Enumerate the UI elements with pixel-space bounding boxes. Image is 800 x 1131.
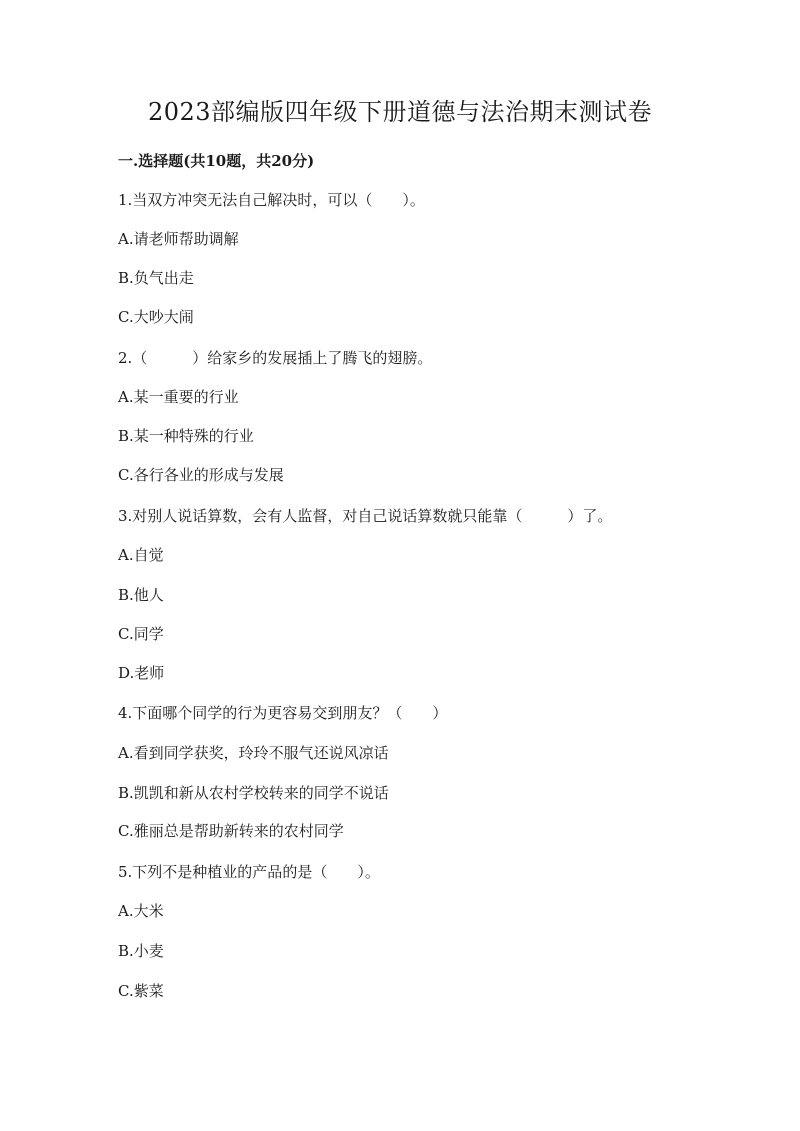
question-option: B.某一种特殊的行业 [118, 427, 254, 445]
question-option: B.负气出走 [118, 269, 194, 287]
question-option: C.雅丽总是帮助新转来的农村同学 [118, 822, 344, 840]
question-stem: 2.（ ）给家乡的发展插上了腾飞的翅膀。 [118, 349, 433, 367]
question-stem: 1.当双方冲突无法自己解决时，可以（ ）。 [118, 191, 425, 209]
section-header: 一.选择题(共10题，共20分) [118, 152, 315, 170]
question-option: A.某一重要的行业 [118, 388, 239, 406]
page-title: 2023部编版四年级下册道德与法治期末测试卷 [147, 98, 653, 126]
question-option: C.同学 [118, 625, 164, 643]
question-option: C.大吵大闹 [118, 308, 194, 326]
question-option: C.各行各业的形成与发展 [118, 466, 284, 484]
question-option: A.看到同学获奖，玲玲不服气还说风凉话 [118, 744, 389, 762]
question-stem: 4.下面哪个同学的行为更容易交到朋友？（ ） [118, 704, 448, 722]
question-option: A.自觉 [118, 546, 164, 564]
question-option: A.请老师帮助调解 [118, 230, 239, 248]
question-option: C.紫菜 [118, 982, 164, 1000]
question-option: B.他人 [118, 586, 164, 604]
question-stem: 5.下列不是种植业的产品的是（ ）。 [118, 863, 380, 881]
question-option: B.凯凯和新从农村学校转来的同学不说话 [118, 784, 389, 802]
question-stem: 3.对别人说话算数，会有人监督，对自己说话算数就只能靠（ ）了。 [118, 507, 613, 525]
question-option: D.老师 [118, 664, 165, 682]
question-option: B.小麦 [118, 942, 164, 960]
question-option: A.大米 [118, 902, 164, 920]
